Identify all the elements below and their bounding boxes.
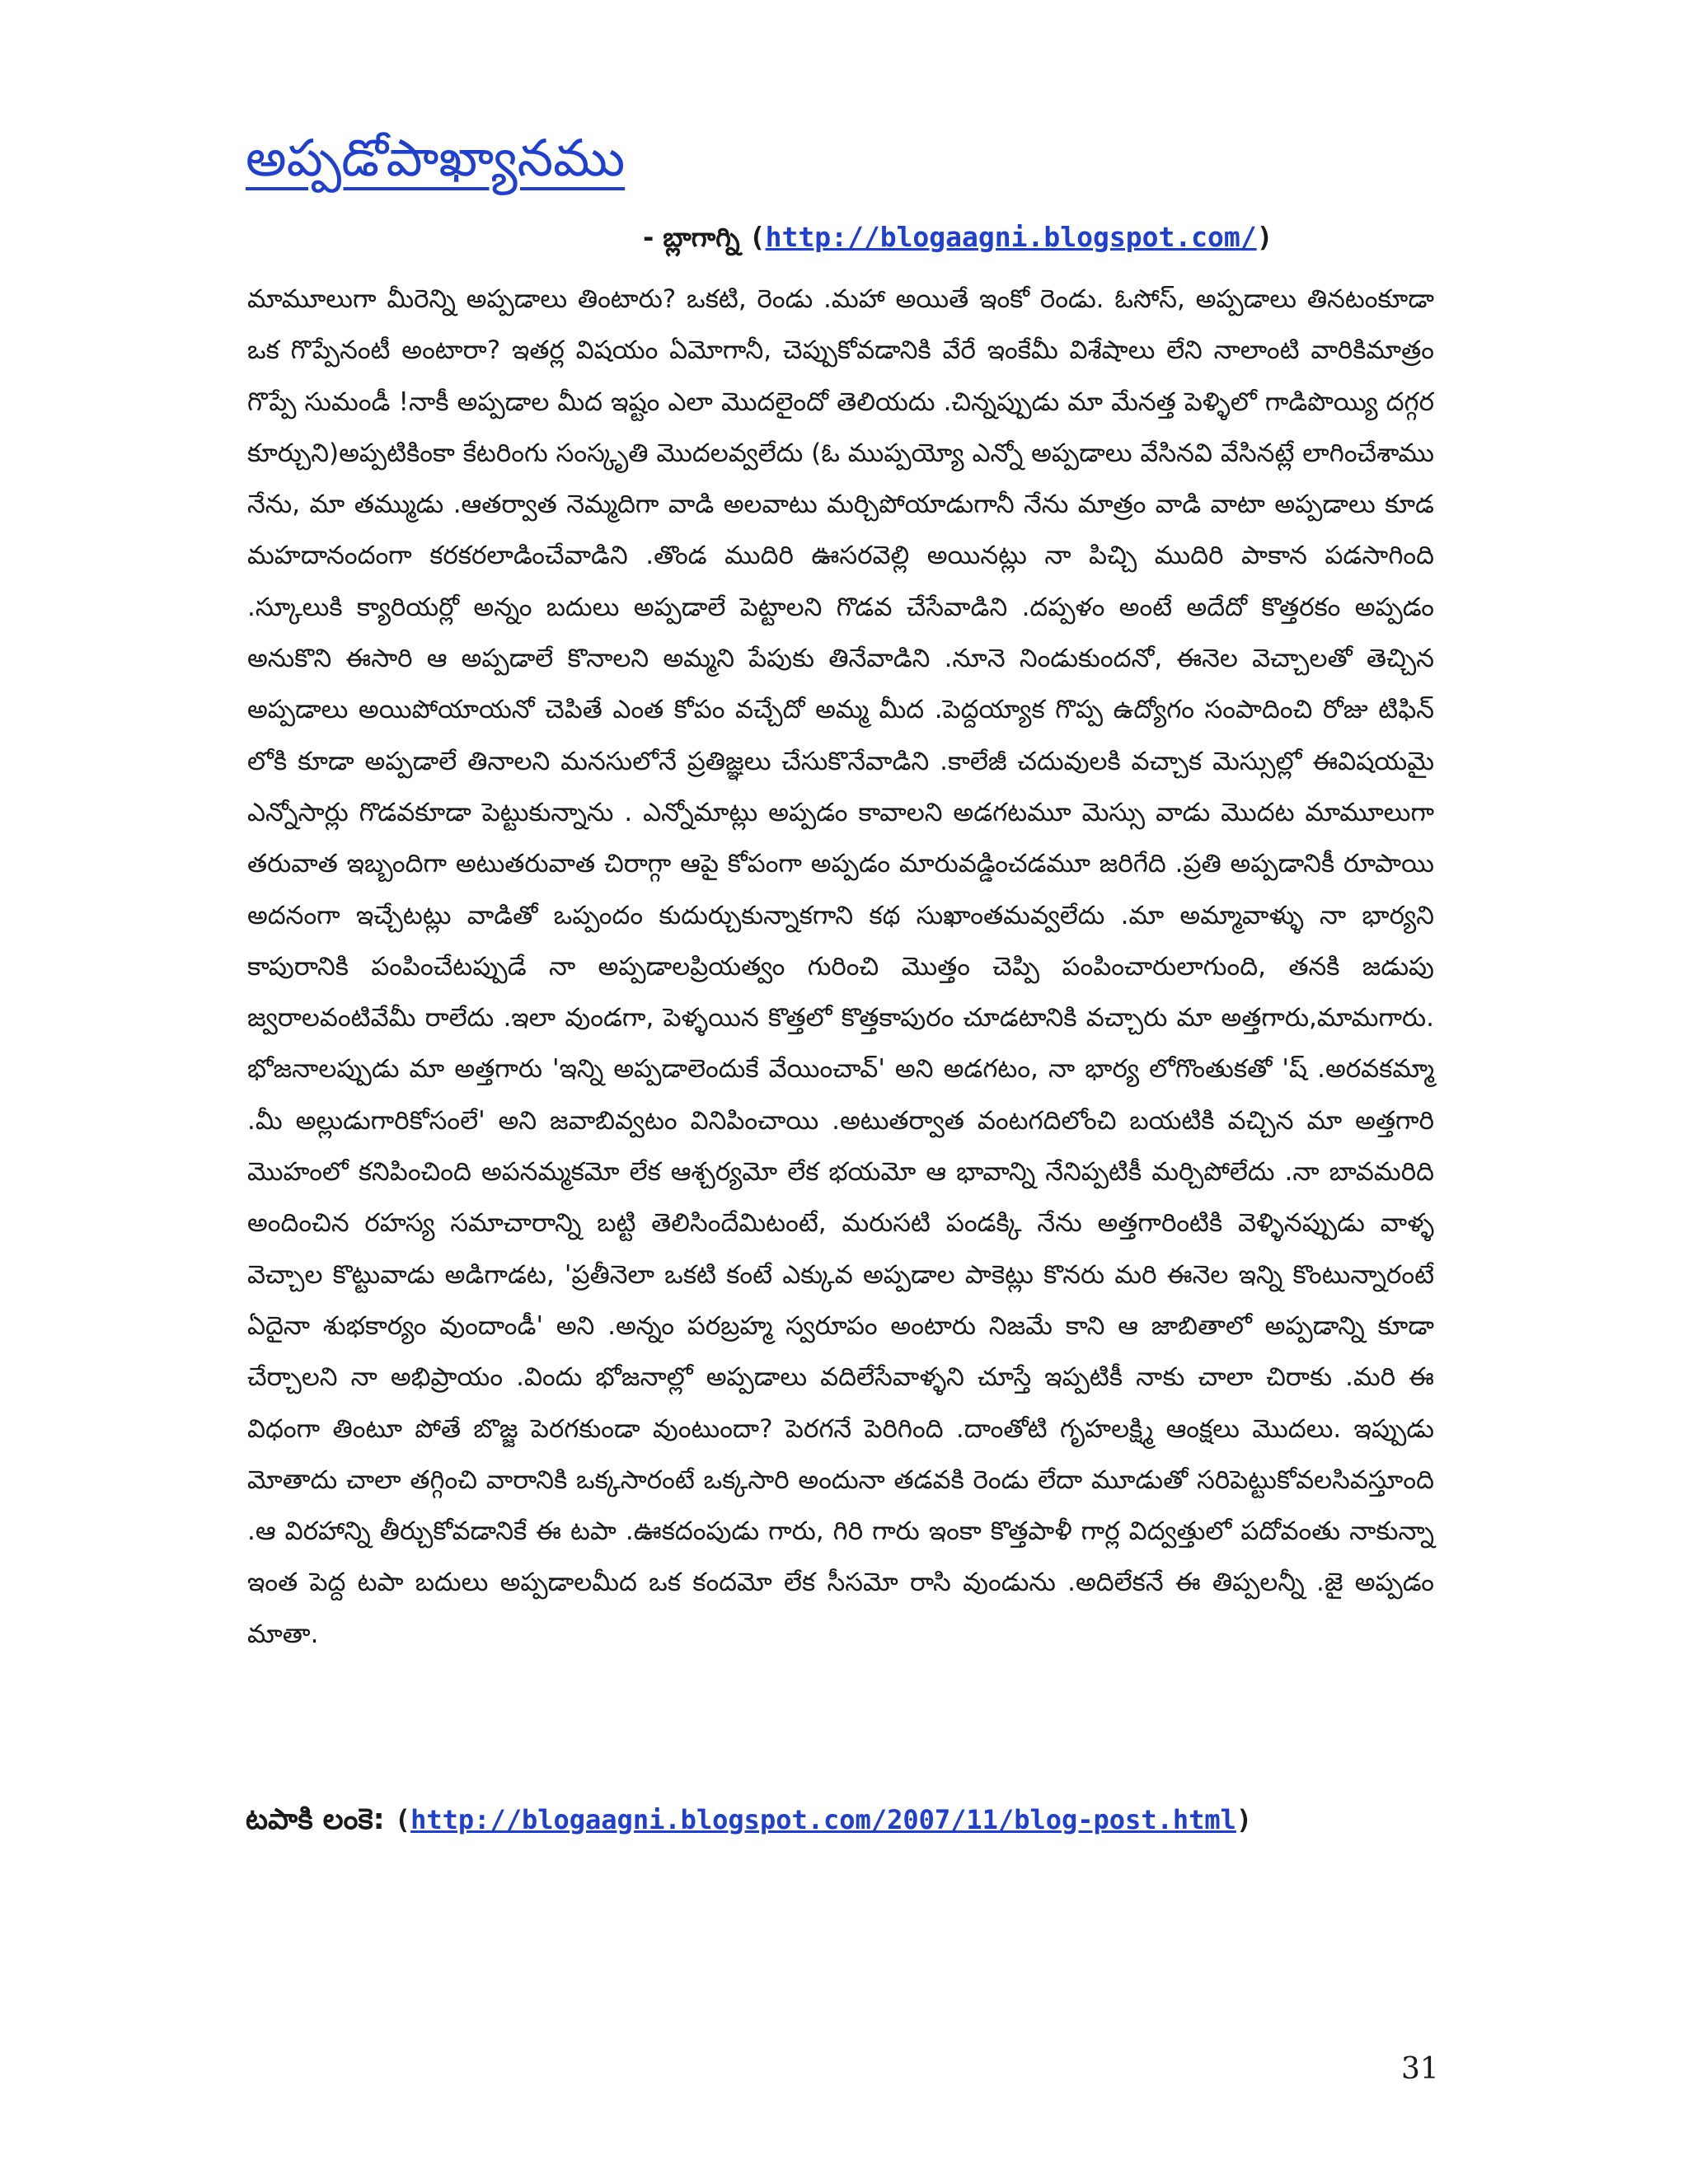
byline: [643, 221, 1273, 260]
post-link-line: [246, 1803, 1252, 1843]
byline-open-paren: (: [748, 221, 766, 253]
page-number: 31: [1401, 2052, 1439, 2086]
post-link-label: టపాకి లంకె:: [246, 1803, 385, 1836]
byline-close-paren: ): [1256, 221, 1273, 253]
page-title: అప్పడోపాఖ్యానము: [246, 128, 626, 188]
post-link-open-paren: (: [394, 1804, 411, 1835]
post-link-close-paren: ): [1236, 1804, 1253, 1835]
blog-post-link[interactable]: http://blogaagni.blogspot.com/2007/11/blog-post.html: [410, 1804, 1236, 1835]
article-body: మామూలుగా మీరెన్ని అప్పడాలు తింటారు? ఒకటి, రెండు .మహా అయితే ఇంకో రెండు. ఓసోస్, అప్పడాలు తినటంకూడా ఒక గొప్పేనంటీ అంటారా? ఇతర్ల విషయం ఏమోగానీ, చెప్పుకోవడానికి వేరే ఇంకేమీ విశేషాలు లేని నాలాంటి వారికిమాత్రం గొప్పే సుమండీ !నాకీ అప్పడాల మీద ఇష్టం ఎలా మొదలైందో తెలియదు .చిన్నప్పుడు మా మేనత్త పెళ్ళిలో గాడిపొయ్యి దగ్గర కూర్చుని)అప్పటికింకా కేటరింగు సంస్కృతి మొదలవ్వలేదు (ఓ ముప్పయ్యో ఎన్నో అప్పడాలు వేసినవి వేసినట్లే లాగించేశాము నేను, మా తమ్ముడు .ఆతర్వాత నెమ్మదిగా వాడి అలవాటు మర్చిపోయాడుగానీ నేను మాత్రం వాడి వాటా అప్పడాలు కూడ మహదానందంగా కరకరలాడించేవాడిని .తొండ ముదిరి ఊసరవెల్లి అయినట్లు నా పిచ్చి ముదిరి పాకాన పడసాగింది .స్కూలుకి క్యారియర్లో అన్నం బదులు అప్పడాలే పెట్టాలని గొడవ చేసేవాడిని .దప్పళం అంటే అదేదో కొత్తరకం అప్పడం అనుకొని ఈసారి ఆ అప్పడాలే కొనాలని అమ్మని పేపుకు తినేవాడిని .నూనె నిండుకుందనో, ఈనెల వెచ్చాలతో తెచ్చిన అప్పడాలు అయిపోయాయనో చెపితే ఎంత కోపం వచ్చేదో అమ్మ మీద .పెద్దయ్యాక గొప్ప ఉద్యోగం సంపాదించి రోజు టిఫిన్ లోకి కూడా అప్పడాలే తినాలని మనసులోనే ప్రతిజ్ఞలు చేసుకొనేవాడిని .కాలేజీ చదువులకి వచ్చాక మెస్సుల్లో ఈవిషయమై ఎన్నోసార్లు గొడవకూడా పెట్టుకున్నాను . ఎన్నోమాట్లు అప్పడం కావాలని అడగటమూ మెస్సు వాడు మొదట మామూలుగా తరువాత ఇబ్బందిగా అటుతరువాత చిరాగ్గా ఆపై కోపంగా అప్పడం మారువడ్డించడమూ జరిగేది .ప్రతి అప్పడానికీ రూపాయి అదనంగా ఇచ్చేటట్లు వాడితో ఒప్పందం కుదుర్చుకున్నాకగాని కథ సుఖాంతమవ్వలేదు .మా అమ్మావాళ్ళు నా భార్యని కాపురానికి పంపించేటప్పుడే నా అప్పడాలప్రియత్వం గురించి మొత్తం చెప్పి పంపించారులాగుంది, తనకి జడుపు జ్వరాలవంటివేమీ రాలేదు .ఇలా వుండగా, పెళ్ళయిన కొత్తలో కొత్తకాపురం చూడటానికి వచ్చారు మా అత్తగారు,మామగారు. భోజనాలప్పుడు మా అత్తగారు 'ఇన్ని అప్పడాలెందుకే వేయించావ్' అని అడగటం, నా భార్య లోగొంతుకతో 'ష్ .అరవకమ్మా .మీ అల్లుడుగారికోసంలే' అని జవాబివ్వటం వినిపించాయి .అటుతర్వాత వంటగదిలోంచి బయటికి వచ్చిన మా అత్తగారి మొహంలో కనిపించింది అపనమ్మకమో లేక ఆశ్చర్యమో లేక భయమో ఆ భావాన్ని నేనిప్పటికీ మర్చిపోలేదు .నా బావమరిది అందించిన రహస్య సమాచారాన్ని బట్టి తెలిసిందేమిటంటే, మరుసటి పండక్కి నేను అత్తగారింటికి వెళ్ళినప్పుడు వాళ్ళ వెచ్చాల కొట్టువాడు అడిగాడట, 'ప్రతీనెలా ఒకటి కంటే ఎక్కువ అప్పడాల పాకెట్లు కొనరు మరి ఈనెల ఇన్ని కొంటున్నారంటే ఏదైనా శుభకార్యం వుందాండీ' అని .అన్నం పరబ్రహ్మ స్వరూపం అంటారు నిజమే కాని ఆ జాబితాలో అప్పడాన్ని కూడా చేర్చాలని నా అభిప్రాయం .విందు భోజనాల్లో అప్పడాలు వదిలేసేవాళ్ళని చూస్తే ఇప్పటికీ నాకు చాలా చిరాకు .మరి ఈ విధంగా తింటూ పోతే బొజ్జ పెరగకుండా వుంటుందా? పెరగనే పెరిగింది .దాంతోటి గృహలక్ష్మి ఆంక్షలు మొదలు. ఇప్పుడు మోతాదు చాలా తగ్గించి వారానికి ఒక్కసారంటే ఒక్కసారి అందునా తడవకి రెండు లేదా మూడుతో సరిపెట్టుకోవలసివస్తూంది .ఆ విరహాన్ని తీర్చుకోవడానికే ఈ టపా .ఊకదంపుడు గారు, గిరి గారు ఇంకా కొత్తపాళీ గార్ల విద్వత్తులో పదోవంతు నాకున్నా ఇంత పెద్ద టపా బదులు అప్పడాలమీద ఒక కందమో లేక సీసమో రాసి వుండును .అదిలేకనే ఈ తిప్పలన్నీ .జై అప్పడం మాతా.: [247, 284, 1434, 1649]
blog-home-link[interactable]: http://blogaagni.blogspot.com/: [765, 221, 1257, 253]
author-name: - బ్లాగాగ్ని: [643, 222, 740, 253]
